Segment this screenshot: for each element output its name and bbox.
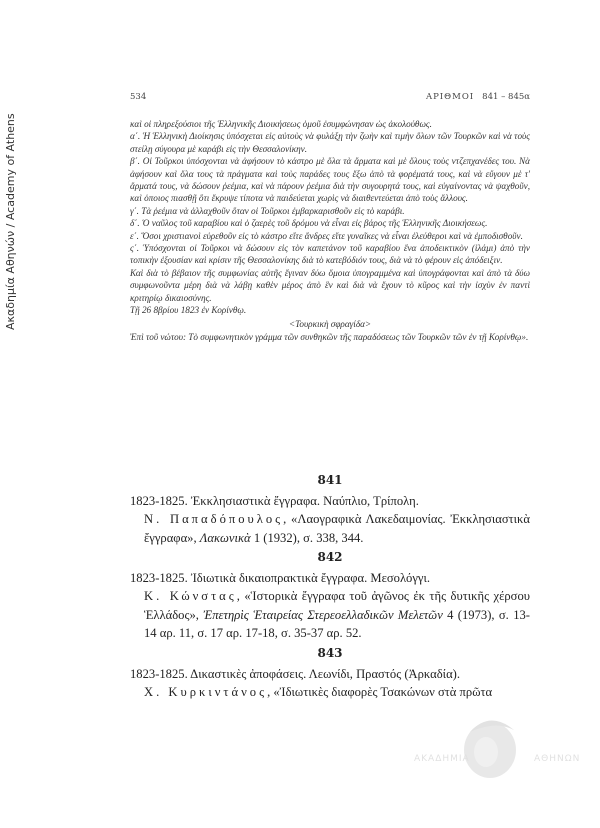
doc-article-e: ε΄. Ὅσοι χριστιανοὶ εὑρεθοῦν εἰς τὸ κάστρο εἴτε ἄνδρες εἴτε γυναῖκες νὰ εἶναι ἐλεύθεροι καὶ νὰ ἐμποδισθοῦν. xyxy=(130,230,523,241)
entry-ref-title: , «Λαογραφικὰ Λακεδαιμονίας. Ἐκκλησιαστικὰ ἔγγραφα», xyxy=(144,512,530,545)
entry-ref-journal: Ἐπετηρὶς Ἑταιρείας Στερεοελλαδικῶν Μελετῶν xyxy=(203,607,443,622)
entry-heading: 1823-1825. Δικαστικὲς ἀποφάσεις. Λεωνίδι, Πραστός (Ἀρκαδία). xyxy=(130,667,461,681)
doc-article-a: α΄. Ἡ Ἑλληνικὴ Διοίκησις ὑπόσχεται εἰς αὐτοὺς νὰ φυλάξῃ τὴν ζωὴν καὶ τιμὴν ὅλων τῶν Τουρκῶν καὶ νὰ τοὺς στείλῃ σύγουρα μὲ καράβι εἰς τὴν Θεσσαλονίκην. xyxy=(130,131,530,154)
doc-article-b: β΄. Οἱ Τοῦρκοι ὑπόσχονται νὰ ἀφήσουν τὸ κάστρο μὲ ὅλα τὰ ἅρματα καὶ μὲ ὅλους τοὺς ντζεπχανέδες του. Νὰ ἀφήσουν καὶ ὅλα τους τὰ πράγματα καὶ τοὺς παράδες τους ἔξω ἀπὸ τὰ φορέματά τους, καὶ νὰ εὔγουν μὲ τ' ἅρματά τους, νὰ δώσουν ῥεέμια, καὶ νὰ πάρουν ῥεέμια διὰ τὴν συγουρητά τους, καὶ εὐγαίνοντας νὰ ψαχθοῦν, καὶ ὁποιος πιασθῇ ὅτι ἔκρυψε τίποτα νὰ παιδεύεται χωρὶς νὰ διαιθεντεύεται ἀπὸ τοὺς ἄλλους. xyxy=(130,156,530,204)
entry-number: 843 xyxy=(317,646,343,660)
doc-paragraph-intro: καὶ οἱ πληρεξούσιοι τῆς Ἑλληνικῆς Διοικήσεως ὁμοῦ ἐσυμφώνησαν ὡς ἀκολούθως. xyxy=(130,119,432,129)
athena-head-icon xyxy=(440,714,540,784)
entry-heading: 1823-1825. Ἰδιωτικὰ δικαιοπρακτικὰ ἔγγραφα. Μεσολόγγι. xyxy=(130,571,431,585)
entry-reference xyxy=(130,587,530,642)
entry-842 xyxy=(130,569,530,643)
watermark-left-text: ΑΚΑΔΗΜΙΑ xyxy=(414,754,470,764)
entry-ref-tail: 1 (1932), σ. 338, 344. xyxy=(250,530,364,545)
quoted-document xyxy=(130,118,530,343)
page-header xyxy=(130,92,530,106)
entry-ref-title: , «Ἰδιωτικὲς διαφορὲς Τσακώνων στὰ πρῶτα xyxy=(267,685,493,700)
entry-ref-tail: 4 (1973), σ. 13-14 αρ. 11, σ. 17 αρ. 17-18, σ. 35-37 αρ. 52. xyxy=(144,607,530,641)
entry-author: Χ. Κυρκιντάνος xyxy=(144,685,268,700)
doc-seal-note: <Τουρκικὴ σφραγίδα> xyxy=(288,318,372,329)
entry-ref-title: , «Ἱστορικὰ ἔγγραφα τοῦ ἀγῶνος ἐκ τῆς δυτικῆς χέρσου Ἑλλάδος», xyxy=(144,589,530,622)
archive-side-label: Ακαδημία Αθηνών / Academy of Athens xyxy=(4,113,17,330)
entry-number: 842 xyxy=(317,550,343,564)
running-title-text: ΑΡΙΘΜΟΙ xyxy=(425,92,475,102)
page-number: 534 xyxy=(130,92,147,102)
doc-article-d: δ΄. Ὁ ναῦλος τοῦ καραβίου καὶ ὁ ζαερὲς τοῦ δρόμου νὰ εἶναι εἰς βάρος τῆς Ἑλληνικῆς Διοικήσεως. xyxy=(130,218,488,229)
doc-date: Τῇ 26 8βρίου 1823 ἐν Κορίνθῳ. xyxy=(130,305,247,316)
doc-verso-note: Ἐπὶ τοῦ νώτου: Τὸ συμφωνητικὸν γράμμα τῶν συνθηκῶν τῆς παραδόσεως τῶν Τουρκῶν τῶν ἐν τῇ Κορίνθῳ». xyxy=(130,331,529,342)
entry-author: Κ. Κώνστας xyxy=(144,589,237,604)
entry-841 xyxy=(130,492,530,547)
entry-heading: 1823-1825. Ἐκκλησιαστικὰ ἔγγραφα. Ναύπλιο, Τρίπολη. xyxy=(130,494,419,508)
section-range: 841 – 845α xyxy=(482,92,530,102)
running-title xyxy=(426,92,530,102)
entry-843 xyxy=(130,665,530,702)
entry-author: Ν. Παπαδόπουλος xyxy=(144,512,284,527)
entry-reference xyxy=(130,683,530,701)
doc-closing: Καὶ διὰ τὸ βέβαιον τῆς συμφωνίας αὐτῆς ἔγιναν δύω ὅμοια ὑπογραμμένα καὶ ὑπογράφονται καὶ ἀπὸ τὰ δύω συμφωνοῦντα μέρη διὰ νὰ λάβῃ καθὲν μέρος ἀπὸ ἓν καὶ διὰ νὰ ἔχουν τὸ κῦρος καὶ τὴν ἰσχὺν ἐν παντὶ κριτηρίῳ δικαιοσύνης. xyxy=(130,267,530,303)
doc-article-c: γ΄. Τὰ ῥεέμια νὰ ἀλλαχθοῦν ὅταν οἱ Τοῦρκοι ἐμβαρκαρισθοῦν εἰς τὸ καράβι. xyxy=(130,205,405,216)
watermark-right-text: ΑΘΗΝΩΝ xyxy=(534,754,581,764)
academy-watermark xyxy=(414,714,590,784)
entry-reference xyxy=(130,510,530,547)
entry-number: 841 xyxy=(317,473,343,487)
doc-article-f: ς΄. Ὑπόσχονται οἱ Τοῦρκοι νὰ δώσουν εἰς τὸν καπετάνον τοῦ καραβίου ἕνα ἀποδεικτικὸν (ἰλάμι) ἀπὸ τὴν τοπικὴν ἐξουσίαν καὶ κρίσιν τῆς Θεσσαλονίκης διὰ τὸ κατεβόδιόν τους, διὰ νὰ τὸ φέρουν εἰς ἀπόδειξιν. xyxy=(130,243,530,266)
entry-ref-journal: Λακωνικὰ xyxy=(199,530,251,545)
